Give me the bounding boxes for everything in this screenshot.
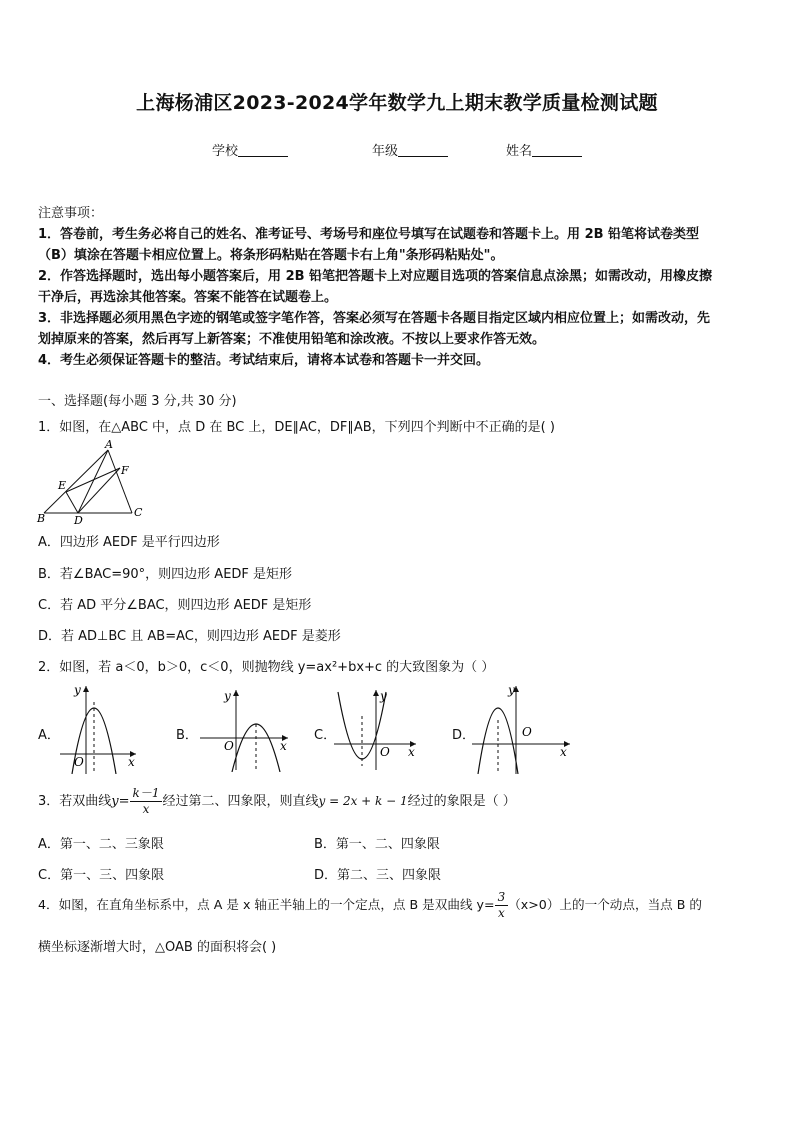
- q2-graph-a: [58, 682, 140, 774]
- q3-line-equation: y = 2x + k − 1: [318, 794, 408, 808]
- note-2b: 干净后，再选涂其他答案。答案不能答在试题卷上。: [38, 290, 338, 305]
- q2-option-b-label: B．: [176, 728, 198, 743]
- section-heading: 一、选择题(每小题 3 分,共 30 分): [38, 394, 237, 409]
- q4-line1: [38, 890, 702, 921]
- note-3a: 3．非选择题必须用黑色字迹的钢笔或签字笔作答，答案必须写在答题卡各题目指定区域内相应位置上；如需改动，先: [38, 311, 711, 326]
- name-label: 姓名: [506, 144, 533, 159]
- q3-option-d: D．第二、三、四象限: [314, 868, 442, 883]
- q3-option-a: A．第一、二、三象限: [38, 837, 164, 852]
- q1-option-d: D．若 AD⊥BC 且 AB=AC，则四边形 AEDF 是菱形: [38, 629, 341, 644]
- q2b-axis-y: y: [224, 689, 231, 703]
- q2-stem: 2．如图，若 a＜0，b＞0，c＜0，则抛物线 y=ax²+bx+c 的大致图象为（ ）: [38, 660, 495, 675]
- q4-line1-b: （x>0）上的一个动点，当点 B 的: [508, 897, 702, 912]
- label-c: C: [134, 506, 143, 519]
- q4-fraction: [495, 890, 509, 921]
- q3-option-c: C．第一、三、四象限: [38, 868, 165, 883]
- q2-option-c-label: C．: [314, 728, 337, 743]
- q2d-origin: O: [522, 725, 532, 739]
- segment-df: [78, 468, 120, 513]
- side-ac: [108, 450, 132, 513]
- q2b-origin: O: [224, 739, 234, 753]
- q3-stem-a: 3．若双曲线: [38, 794, 112, 809]
- q4-line2: 横坐标逐渐增大时，△OAB 的面积将会( ): [38, 940, 277, 955]
- segment-ef: [66, 468, 120, 492]
- q1-option-c: C．若 AD 平分∠BAC，则四边形 AEDF 是矩形: [38, 598, 312, 613]
- segment-ad: [78, 450, 108, 513]
- q2d-axis-x: x: [560, 745, 567, 759]
- q1-option-a: A．四边形 AEDF 是平行四边形: [38, 535, 220, 550]
- label-a: A: [105, 438, 113, 451]
- q3-fraction: [130, 786, 163, 817]
- q4-frac-den: x: [497, 906, 505, 920]
- q1-triangle-figure: [36, 438, 148, 526]
- grade-label: 年级: [372, 144, 399, 159]
- name-field: [506, 140, 582, 159]
- label-e: E: [58, 479, 67, 492]
- note-1b: （B）填涂在答题卡相应位置上。将条形码粘贴在答题卡右上角"条形码粘贴处"。: [38, 248, 504, 263]
- q3-eq: =: [118, 794, 130, 809]
- grade-blank: [398, 142, 448, 157]
- school-blank: [238, 142, 288, 157]
- q3-stem-b: 经过第二、四象限，则直线: [162, 794, 319, 809]
- segment-de: [66, 492, 78, 513]
- q2-graph-c: [332, 686, 422, 772]
- school-label: 学校: [212, 144, 239, 159]
- q2-option-d-label: D．: [452, 728, 476, 743]
- page-title: 上海杨浦区2023-2024学年数学九上期末教学质量检测试题: [136, 92, 658, 114]
- note-3b: 划掉原来的答案，然后再写上新答案；不准使用铅笔和涂改液。不按以上要求作答无效。: [38, 332, 546, 347]
- q3-stem-c: 经过的象限是（ ）: [407, 794, 516, 809]
- school-field: [212, 140, 288, 159]
- q4-frac-num: 3: [495, 890, 509, 906]
- q3-stem: [38, 786, 516, 817]
- q3-frac-den: x: [142, 802, 150, 816]
- q2b-axis-x: x: [280, 739, 287, 753]
- notes-heading: 注意事项：: [38, 206, 104, 221]
- label-d: D: [74, 514, 83, 526]
- notes-block: [38, 203, 758, 371]
- q1-stem: 1．如图，在△ABC 中，点 D 在 BC 上，DE∥AC，DF∥AB，下列四个判断中不正确的是( ): [38, 420, 555, 435]
- note-2a: 2．作答选择题时，选出每小题答案后，用 2B 铅笔把答题卡上对应题目选项的答案信息点涂黑；如需改动，用橡皮擦: [38, 269, 713, 284]
- q3-option-b: B．第一、二、四象限: [314, 837, 440, 852]
- note-1a: 1．答卷前，考生务必将自己的姓名、准考证号、考场号和座位号填写在试题卷和答题卡上。用 2B 铅笔将试卷类型: [38, 227, 700, 242]
- label-f: F: [121, 464, 129, 477]
- q1-option-b: B．若∠BAC=90°，则四边形 AEDF 是矩形: [38, 567, 293, 582]
- side-ab: [44, 450, 108, 513]
- q2-graph-d: [470, 682, 574, 774]
- q2c-axis-y: y: [380, 689, 387, 703]
- q2-option-a-label: A．: [38, 728, 60, 743]
- label-b: B: [37, 512, 46, 525]
- q2a-axis-x: x: [128, 755, 135, 769]
- q2a-axis-y: y: [74, 683, 81, 697]
- name-blank: [532, 142, 582, 157]
- q2-graph-b: [198, 686, 294, 772]
- grade-field: [372, 140, 448, 159]
- q2a-origin: O: [74, 755, 84, 769]
- q2c-origin: O: [380, 745, 390, 759]
- q2c-axis-x: x: [408, 745, 415, 759]
- q2d-axis-y: y: [508, 683, 515, 697]
- note-4: 4．考生必须保证答题卡的整洁。考试结束后，请将本试卷和答题卡一并交回。: [38, 353, 490, 368]
- q3-frac-num: k－1: [130, 786, 163, 802]
- q3-y: y: [111, 794, 119, 809]
- q4-line1-a: 4．如图，在直角坐标系中，点 A 是 x 轴正半轴上的一个定点，点 B 是双曲线 y=: [38, 897, 495, 912]
